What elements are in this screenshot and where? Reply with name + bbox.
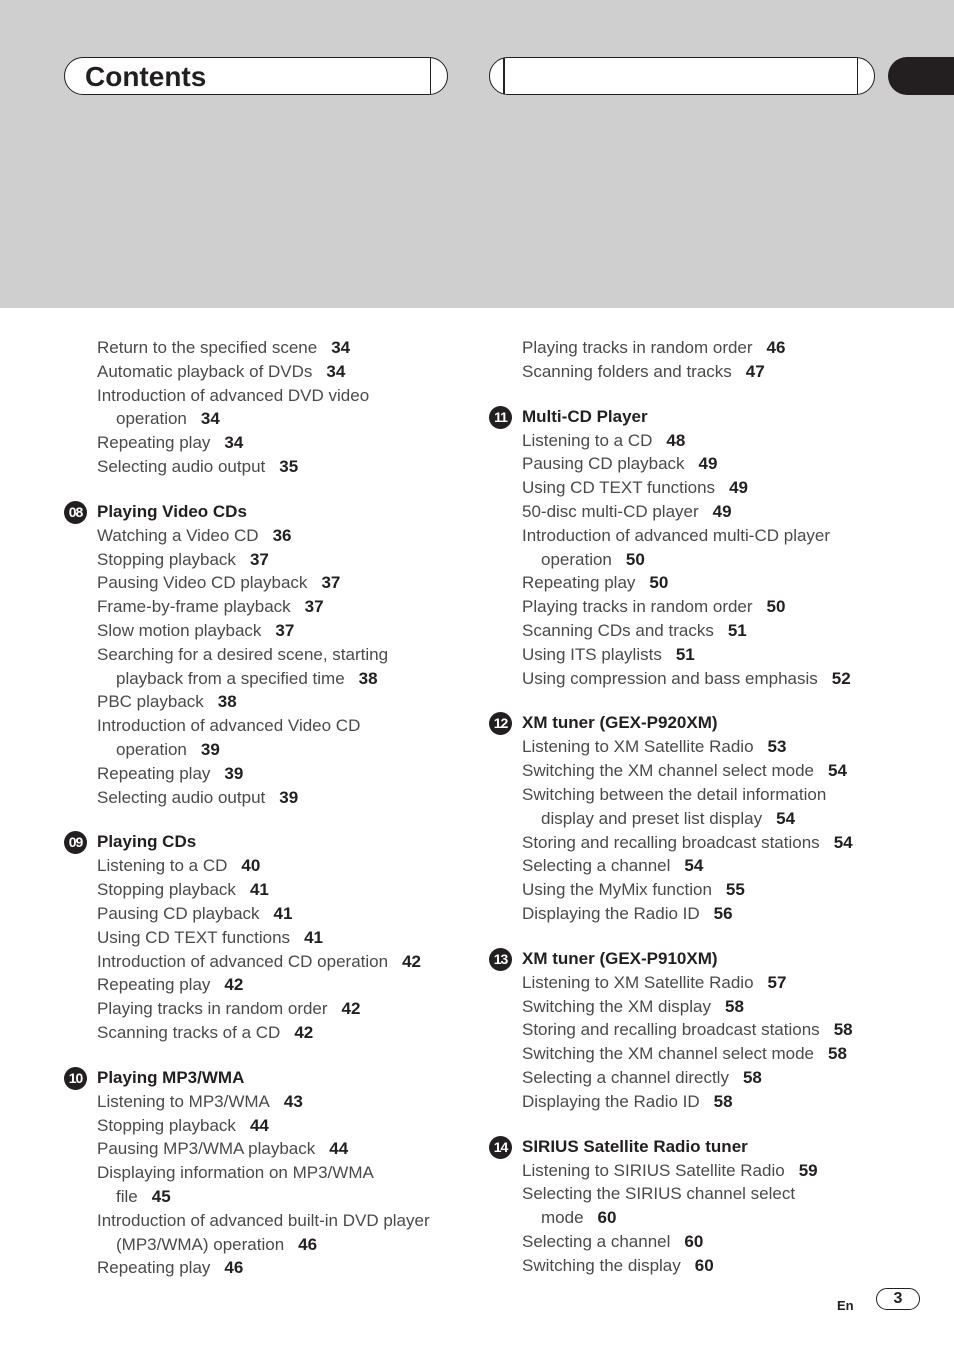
title-box bbox=[64, 57, 448, 95]
toc-entry[interactable] bbox=[97, 571, 464, 595]
toc-entry-text: Selecting a channel bbox=[522, 1231, 671, 1251]
toc-entry-line bbox=[522, 500, 889, 524]
toc-page-number: 50 bbox=[649, 573, 669, 593]
toc-entry-line bbox=[97, 1233, 464, 1257]
toc-entry-line bbox=[522, 548, 889, 572]
toc-page-number: 37 bbox=[275, 620, 295, 640]
section-gap bbox=[64, 809, 464, 830]
section-title: Playing Video CDs bbox=[97, 501, 247, 521]
toc-page-number: 58 bbox=[713, 1091, 733, 1111]
toc-entry-line bbox=[522, 336, 889, 360]
toc-entry-text: Switching the XM display bbox=[522, 996, 711, 1016]
toc-page-number: 42 bbox=[224, 975, 244, 995]
toc-entry-text: Displaying the Radio ID bbox=[522, 903, 700, 923]
toc-entry-line bbox=[97, 431, 464, 455]
section-number-badge: 14 bbox=[489, 1136, 512, 1159]
section-heading[interactable] bbox=[64, 500, 464, 524]
toc-right-column bbox=[489, 336, 889, 1278]
toc-page-number: 54 bbox=[776, 808, 796, 828]
toc-entry-line bbox=[522, 807, 889, 831]
toc-page-number: 34 bbox=[326, 361, 346, 381]
section-title: Playing CDs bbox=[97, 832, 197, 852]
toc-entry-line bbox=[522, 476, 889, 500]
toc-entry[interactable] bbox=[522, 360, 889, 384]
toc-entry-text: Introduction of advanced multi-CD player bbox=[522, 525, 831, 545]
toc-entry-line bbox=[522, 1230, 889, 1254]
toc-entry[interactable] bbox=[97, 360, 464, 384]
toc-entry-line bbox=[522, 1066, 889, 1090]
section-heading[interactable] bbox=[489, 1135, 889, 1159]
toc-section bbox=[64, 1066, 464, 1280]
toc-entry[interactable] bbox=[522, 995, 889, 1019]
toc-entry-line bbox=[522, 619, 889, 643]
toc-entry-text: Selecting audio output bbox=[97, 456, 266, 476]
toc-page-number: 42 bbox=[341, 999, 361, 1019]
toc-entry[interactable] bbox=[97, 1161, 464, 1209]
blank-box-divider-right bbox=[857, 58, 859, 94]
toc-page-number: 38 bbox=[358, 668, 378, 688]
toc-entry-line bbox=[97, 1021, 464, 1045]
toc-page-number: 50 bbox=[766, 597, 786, 617]
toc-entry-line bbox=[97, 1114, 464, 1138]
toc-page-number: 45 bbox=[151, 1186, 171, 1206]
toc-page-number: 44 bbox=[329, 1139, 349, 1159]
toc-page-number: 51 bbox=[727, 620, 747, 640]
toc-entry-line bbox=[522, 735, 889, 759]
toc-entry-text: Using the MyMix function bbox=[522, 880, 712, 900]
toc-page-number: 54 bbox=[828, 761, 847, 781]
toc-entry[interactable] bbox=[522, 1090, 889, 1114]
toc-entry-text: Introduction of advanced built-in DVD player bbox=[97, 1210, 430, 1230]
toc-entry-line bbox=[522, 1206, 889, 1230]
toc-section bbox=[489, 405, 889, 691]
toc-entry-line bbox=[97, 548, 464, 572]
toc-entry-text: Displaying the Radio ID bbox=[522, 1091, 700, 1111]
toc-entry-text: Searching for a desired scene, starting bbox=[97, 644, 389, 664]
toc-entry-line bbox=[522, 783, 889, 807]
toc-entry-text: Switching between the detail information bbox=[522, 784, 827, 804]
toc-entry-text: (MP3/WMA) operation bbox=[116, 1234, 285, 1254]
toc-page-number: 39 bbox=[279, 787, 299, 807]
toc-entry-text: Automatic playback of DVDs bbox=[97, 361, 313, 381]
toc-entry-line bbox=[522, 1182, 889, 1206]
toc-page-number: 53 bbox=[767, 737, 787, 757]
toc-entry-text: Introduction of advanced Video CD bbox=[97, 716, 361, 736]
toc-entry-line bbox=[97, 1090, 464, 1114]
toc-entry[interactable] bbox=[97, 1209, 464, 1257]
toc-entry[interactable] bbox=[522, 643, 889, 667]
toc-page-number: 49 bbox=[698, 454, 718, 474]
section-title: Playing MP3/WMA bbox=[97, 1067, 245, 1087]
toc-entry-text: Using ITS playlists bbox=[522, 644, 662, 664]
toc-entry-text: Selecting the SIRIUS channel select bbox=[522, 1184, 796, 1204]
toc-entry-text: Return to the specified scene bbox=[97, 338, 318, 357]
toc-entry[interactable] bbox=[522, 336, 889, 360]
toc-entry-text: Listening to MP3/WMA bbox=[97, 1091, 270, 1111]
toc-page-number: 51 bbox=[675, 644, 695, 664]
toc-entry-text: Switching the XM channel select mode bbox=[522, 1044, 814, 1064]
toc-page-number: 60 bbox=[597, 1208, 617, 1228]
toc-entry-line bbox=[97, 524, 464, 548]
toc-section bbox=[64, 830, 464, 1044]
toc-entry-text: Scanning folders and tracks bbox=[522, 361, 732, 381]
toc-section bbox=[489, 711, 889, 925]
toc-entry-text: display and preset list display bbox=[541, 808, 763, 828]
toc-entry[interactable] bbox=[522, 1254, 889, 1278]
section-heading[interactable] bbox=[489, 405, 889, 429]
toc-entry-line bbox=[522, 902, 889, 926]
section-title: XM tuner (GEX-P920XM) bbox=[522, 713, 718, 733]
toc-entry-text: operation bbox=[541, 549, 612, 569]
toc-entry-line bbox=[522, 595, 889, 619]
toc-entry-text: operation bbox=[116, 409, 187, 429]
toc-entry-text: Stopping playback bbox=[97, 880, 236, 900]
toc-entry-text: Listening to XM Satellite Radio bbox=[522, 737, 754, 757]
toc-entry-text: Playing tracks in random order bbox=[522, 338, 753, 357]
toc-page-number: 54 bbox=[684, 856, 704, 876]
toc-entry-text: Selecting audio output bbox=[97, 787, 266, 807]
toc-entry-text: Switching the XM channel select mode bbox=[522, 761, 814, 781]
toc-entry-text: Stopping playback bbox=[97, 1115, 236, 1135]
toc-entry-line bbox=[97, 1185, 464, 1209]
toc-entry-line bbox=[97, 738, 464, 762]
section-gap bbox=[489, 384, 889, 405]
toc-entry[interactable] bbox=[97, 431, 464, 455]
toc-entry-line bbox=[97, 714, 464, 738]
toc-section bbox=[489, 947, 889, 1114]
toc-page-number: 55 bbox=[725, 880, 745, 900]
toc-entry-text: Listening to XM Satellite Radio bbox=[522, 972, 754, 992]
toc-entry-line bbox=[97, 384, 464, 408]
toc-entry-line bbox=[97, 643, 464, 667]
toc-entry-line bbox=[522, 831, 889, 855]
toc-entry-text: Using CD TEXT functions bbox=[97, 927, 291, 947]
toc-entry[interactable] bbox=[97, 1114, 464, 1138]
toc-page-number: 49 bbox=[729, 478, 748, 498]
toc-entry-line bbox=[97, 1209, 464, 1233]
toc-entry-line bbox=[97, 786, 464, 810]
toc-entry-line bbox=[522, 1254, 889, 1278]
toc-entry-line bbox=[97, 902, 464, 926]
toc-entry-text: Frame-by-frame playback bbox=[97, 597, 291, 617]
toc-entry[interactable] bbox=[97, 643, 464, 691]
toc-entry-line bbox=[97, 878, 464, 902]
toc-entry[interactable] bbox=[522, 429, 889, 453]
toc-page-number: 52 bbox=[831, 668, 851, 688]
toc-page-number: 49 bbox=[712, 501, 732, 521]
section-number-badge: 10 bbox=[64, 1067, 87, 1090]
section-number-badge: 13 bbox=[489, 948, 512, 971]
toc-entry[interactable] bbox=[97, 950, 464, 974]
toc-entry[interactable] bbox=[97, 902, 464, 926]
toc-page-number: 41 bbox=[304, 927, 323, 947]
toc-entry-text: Scanning tracks of a CD bbox=[97, 1022, 281, 1042]
toc-entry[interactable] bbox=[522, 854, 889, 878]
toc-page-number: 48 bbox=[666, 430, 686, 450]
section-heading[interactable] bbox=[489, 947, 889, 971]
toc-entry[interactable] bbox=[97, 384, 464, 432]
section-number-badge: 11 bbox=[489, 406, 512, 429]
toc-entry[interactable] bbox=[522, 1066, 889, 1090]
toc-entry-line bbox=[522, 667, 889, 691]
toc-entry-text: PBC playback bbox=[97, 692, 204, 712]
toc-entry[interactable] bbox=[97, 786, 464, 810]
toc-entry-text: Using compression and bass emphasis bbox=[522, 668, 818, 688]
toc-entry[interactable] bbox=[522, 831, 889, 855]
toc-entry[interactable] bbox=[522, 1159, 889, 1183]
section-number-badge: 12 bbox=[489, 712, 512, 735]
toc-entry[interactable] bbox=[97, 619, 464, 643]
toc-entry-text: Repeating play bbox=[97, 433, 211, 453]
toc-entry[interactable] bbox=[97, 997, 464, 1021]
toc-page-number: 35 bbox=[279, 456, 299, 476]
toc-entry[interactable] bbox=[522, 619, 889, 643]
title-box-divider bbox=[430, 58, 432, 94]
toc-entry-text: Slow motion playback bbox=[97, 620, 262, 640]
toc-page-number: 40 bbox=[241, 856, 261, 876]
toc-page-number: 42 bbox=[402, 951, 421, 971]
toc-entry-text: Listening to a CD bbox=[97, 856, 228, 876]
section-heading[interactable] bbox=[64, 830, 464, 854]
toc-entry[interactable] bbox=[522, 783, 889, 831]
toc-entry-text: Stopping playback bbox=[97, 549, 236, 569]
toc-entry-line bbox=[522, 971, 889, 995]
toc-entry-line bbox=[522, 429, 889, 453]
toc-page-number: 58 bbox=[833, 1020, 853, 1040]
toc-page-number: 59 bbox=[798, 1160, 818, 1180]
toc-entry-text: Playing tracks in random order bbox=[522, 597, 753, 617]
section-heading[interactable] bbox=[64, 1066, 464, 1090]
section-title: XM tuner (GEX-P910XM) bbox=[522, 948, 718, 968]
language-label: En bbox=[837, 1298, 854, 1313]
toc-entry[interactable] bbox=[97, 1021, 464, 1045]
toc-entry-line bbox=[97, 667, 464, 691]
toc-entry-text: Introduction of advanced CD operation bbox=[97, 951, 389, 971]
toc-entry-line bbox=[97, 854, 464, 878]
toc-entry-text: Pausing Video CD playback bbox=[97, 573, 308, 593]
toc-entry-line bbox=[97, 336, 464, 360]
toc-entry[interactable] bbox=[522, 667, 889, 691]
toc-entry-line bbox=[522, 524, 889, 548]
section-tab bbox=[888, 57, 954, 95]
toc-entry-line bbox=[97, 619, 464, 643]
toc-page-number: 44 bbox=[249, 1115, 269, 1135]
toc-entry[interactable] bbox=[522, 971, 889, 995]
toc-entry[interactable] bbox=[97, 455, 464, 479]
toc-entry[interactable] bbox=[522, 878, 889, 902]
toc-entry-line bbox=[97, 950, 464, 974]
toc-entry[interactable] bbox=[522, 571, 889, 595]
toc-entry[interactable] bbox=[522, 1042, 889, 1066]
toc-entry-text: Pausing MP3/WMA playback bbox=[97, 1139, 316, 1159]
toc-entry-text: Pausing CD playback bbox=[97, 903, 260, 923]
header-band bbox=[0, 0, 954, 308]
toc-entry-text: file bbox=[116, 1186, 138, 1206]
toc-entry-text: Repeating play bbox=[97, 1258, 211, 1278]
toc-entry[interactable] bbox=[97, 878, 464, 902]
section-gap bbox=[489, 926, 889, 947]
toc-page-number: 42 bbox=[294, 1022, 314, 1042]
toc-entry[interactable] bbox=[522, 1230, 889, 1254]
toc-entry-line bbox=[522, 1159, 889, 1183]
toc-page-number: 46 bbox=[298, 1234, 318, 1254]
toc-entry-text: operation bbox=[116, 739, 187, 759]
toc-page-number: 41 bbox=[249, 880, 269, 900]
toc-entry-text: Scanning CDs and tracks bbox=[522, 620, 714, 640]
toc-entry-text: Pausing CD playback bbox=[522, 454, 685, 474]
toc-entry-line bbox=[522, 854, 889, 878]
toc-page-number: 47 bbox=[745, 361, 765, 381]
toc-page-number: 54 bbox=[833, 832, 853, 852]
toc-entry-line bbox=[97, 455, 464, 479]
toc-entry-text: Storing and recalling broadcast stations bbox=[522, 1020, 820, 1040]
toc-entry[interactable] bbox=[97, 762, 464, 786]
toc-page-number: 46 bbox=[224, 1258, 244, 1278]
toc-entry[interactable] bbox=[522, 452, 889, 476]
toc-entry[interactable] bbox=[522, 735, 889, 759]
section-heading[interactable] bbox=[489, 711, 889, 735]
toc-entry[interactable] bbox=[97, 524, 464, 548]
toc-entry-text: Displaying information on MP3/WMA bbox=[97, 1163, 374, 1183]
toc-entry[interactable] bbox=[97, 336, 464, 360]
toc-entry-text: playback from a specified time bbox=[116, 668, 345, 688]
toc-page-number: 57 bbox=[767, 972, 787, 992]
toc-entry-text: Storing and recalling broadcast stations bbox=[522, 832, 820, 852]
toc-section bbox=[489, 1135, 889, 1278]
section-title: Multi-CD Player bbox=[522, 406, 648, 426]
toc-entry-line bbox=[97, 595, 464, 619]
toc-entry[interactable] bbox=[97, 548, 464, 572]
toc-entry-line bbox=[97, 997, 464, 1021]
section-title: SIRIUS Satellite Radio tuner bbox=[522, 1136, 748, 1156]
toc-entry-line bbox=[97, 926, 464, 950]
toc-entry[interactable] bbox=[97, 1090, 464, 1114]
section-number-badge: 09 bbox=[64, 831, 87, 854]
toc-entry[interactable] bbox=[522, 500, 889, 524]
toc-entry[interactable] bbox=[97, 690, 464, 714]
toc-entry[interactable] bbox=[522, 1182, 889, 1230]
toc-page-number: 50 bbox=[625, 549, 645, 569]
toc-page-number: 39 bbox=[200, 739, 220, 759]
toc-entry-text: Repeating play bbox=[522, 573, 636, 593]
toc-entry-text: 50-disc multi-CD player bbox=[522, 501, 699, 521]
toc-entry[interactable] bbox=[522, 595, 889, 619]
toc-entry[interactable] bbox=[97, 1137, 464, 1161]
toc-page-number: 56 bbox=[713, 903, 733, 923]
toc-page-number: 39 bbox=[224, 763, 244, 783]
toc-page-number: 37 bbox=[249, 549, 269, 569]
toc-entry-line bbox=[522, 1018, 889, 1042]
toc-entry-text: Playing tracks in random order bbox=[97, 999, 328, 1019]
toc-entry[interactable] bbox=[97, 1256, 464, 1280]
toc-page-number: 38 bbox=[217, 692, 237, 712]
toc-entry[interactable] bbox=[97, 714, 464, 762]
toc-entry-line bbox=[97, 690, 464, 714]
toc-page-number: 37 bbox=[304, 597, 324, 617]
toc-entry-text: Listening to a CD bbox=[522, 430, 653, 450]
toc-page-number: 58 bbox=[742, 1067, 762, 1087]
toc-entry-line bbox=[522, 759, 889, 783]
toc-entry[interactable] bbox=[97, 854, 464, 878]
page-title: Contents bbox=[85, 61, 207, 92]
toc-page-number: 60 bbox=[684, 1231, 704, 1251]
toc-entry-line bbox=[97, 360, 464, 384]
header-blank-box bbox=[489, 57, 875, 95]
section-gap bbox=[64, 479, 464, 500]
toc-left-column bbox=[64, 336, 464, 1280]
toc-entry-text: Watching a Video CD bbox=[97, 525, 259, 545]
toc-page-number: 37 bbox=[321, 573, 341, 593]
toc-entry-text: Using CD TEXT functions bbox=[522, 478, 716, 498]
toc-entry-line bbox=[522, 452, 889, 476]
toc-entry-text: Repeating play bbox=[97, 763, 211, 783]
toc-entry-line bbox=[97, 571, 464, 595]
toc-page-number: 34 bbox=[331, 338, 351, 357]
toc-entry-line bbox=[97, 1161, 464, 1185]
toc-entry-line bbox=[522, 571, 889, 595]
toc-page-number: 43 bbox=[283, 1091, 303, 1111]
section-gap bbox=[64, 1045, 464, 1066]
toc-page-number: 36 bbox=[272, 525, 292, 545]
toc-entry[interactable] bbox=[522, 1018, 889, 1042]
toc-entry-line bbox=[97, 973, 464, 997]
toc-entry-text: mode bbox=[541, 1208, 584, 1228]
toc-entry[interactable] bbox=[522, 902, 889, 926]
toc-entry[interactable] bbox=[97, 595, 464, 619]
toc-entry-text: Switching the display bbox=[522, 1255, 681, 1275]
toc-section bbox=[64, 500, 464, 810]
toc-entry-text: Repeating play bbox=[97, 975, 211, 995]
toc-entry-line bbox=[97, 407, 464, 431]
toc-page-number: 34 bbox=[200, 409, 220, 429]
toc-entry-line bbox=[522, 1042, 889, 1066]
toc-entry[interactable] bbox=[522, 476, 889, 500]
toc-page-number: 60 bbox=[694, 1255, 714, 1275]
toc-page-number: 58 bbox=[828, 1044, 847, 1064]
section-number-badge: 08 bbox=[64, 501, 87, 524]
section-gap bbox=[489, 1114, 889, 1135]
toc-entry-line bbox=[522, 360, 889, 384]
toc-entry-line bbox=[97, 762, 464, 786]
toc-entry[interactable] bbox=[97, 973, 464, 997]
toc-page-number: 34 bbox=[224, 433, 244, 453]
toc-entry-text: Selecting a channel bbox=[522, 856, 671, 876]
toc-entry-line bbox=[522, 643, 889, 667]
toc-entry[interactable] bbox=[97, 926, 464, 950]
toc-entry-line bbox=[522, 995, 889, 1019]
toc-entry-text: Introduction of advanced DVD video bbox=[97, 385, 370, 405]
toc-entry-line bbox=[522, 1090, 889, 1114]
toc-entry-line bbox=[97, 1256, 464, 1280]
toc-page-number: 46 bbox=[766, 338, 786, 357]
blank-box-divider-left bbox=[503, 58, 505, 94]
page-number: 3 bbox=[876, 1288, 920, 1310]
toc-entry-text: Listening to SIRIUS Satellite Radio bbox=[522, 1160, 785, 1180]
toc-entry[interactable] bbox=[522, 759, 889, 783]
toc-entry[interactable] bbox=[522, 524, 889, 572]
toc-entry-line bbox=[522, 878, 889, 902]
section-gap bbox=[489, 690, 889, 711]
toc-entry-text: Selecting a channel directly bbox=[522, 1067, 729, 1087]
toc-entry-line bbox=[97, 1137, 464, 1161]
toc-page-number: 41 bbox=[273, 903, 293, 923]
toc-page-number: 58 bbox=[724, 996, 744, 1016]
